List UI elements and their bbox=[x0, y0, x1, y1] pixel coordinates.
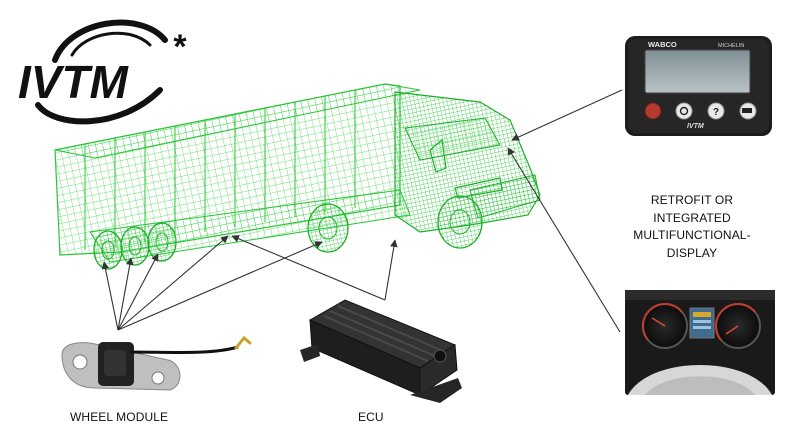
display-caption-line-2: INTEGRATED bbox=[653, 210, 731, 225]
help-icon: ? bbox=[713, 107, 720, 118]
arrow-wm-wheel-3 bbox=[118, 254, 158, 330]
display-subbrand-label: MICHELIN bbox=[718, 43, 745, 49]
display-power-button[interactable] bbox=[645, 103, 661, 119]
arrow-ecu-chassis bbox=[232, 236, 385, 300]
wheel-module-hose bbox=[130, 347, 238, 353]
display-brand-label: WABCO bbox=[648, 40, 677, 49]
arrow-wm-wheel-2 bbox=[118, 258, 131, 330]
truck-icon bbox=[742, 108, 752, 113]
arrow-dashboard-cab bbox=[508, 148, 620, 332]
trailer-wheel-1 bbox=[94, 231, 122, 269]
display-device bbox=[625, 36, 772, 136]
integrated-dashboard bbox=[625, 290, 775, 395]
arrow-ecu-tractor bbox=[385, 240, 395, 300]
logo-asterisk: * bbox=[172, 28, 186, 66]
display-caption-line-3: MULTIFUNCTIONAL- bbox=[633, 228, 751, 242]
ivtm-logo bbox=[18, 23, 187, 122]
tractor-rear-wheel bbox=[308, 204, 348, 252]
display-tire-button[interactable] bbox=[676, 103, 692, 119]
trailer-wheel-2 bbox=[121, 227, 149, 265]
logo-wordmark: IVTM bbox=[18, 56, 128, 108]
ecu-device bbox=[300, 300, 462, 403]
display-screen-logo: IVTM bbox=[687, 123, 704, 130]
tractor-front-wheel bbox=[438, 196, 482, 248]
wheel-module-caption: WHEEL MODULE bbox=[70, 410, 169, 424]
ecu-mount-tab bbox=[300, 344, 320, 362]
arrow-wm-wheel-1 bbox=[104, 262, 118, 330]
wheel-module-device bbox=[62, 338, 250, 390]
display-caption-line-1: RETROFIT OR bbox=[650, 193, 734, 207]
arrow-display-cab bbox=[512, 90, 622, 140]
trailer-wheel-3 bbox=[148, 223, 176, 261]
ecu-caption: ECU bbox=[358, 410, 384, 424]
display-caption-line-4: DISPLAY bbox=[666, 245, 718, 260]
display-caption bbox=[628, 192, 756, 262]
logo-swoosh-top-inner bbox=[72, 33, 150, 55]
ecu-connector bbox=[434, 350, 446, 362]
display-screen bbox=[645, 50, 750, 93]
